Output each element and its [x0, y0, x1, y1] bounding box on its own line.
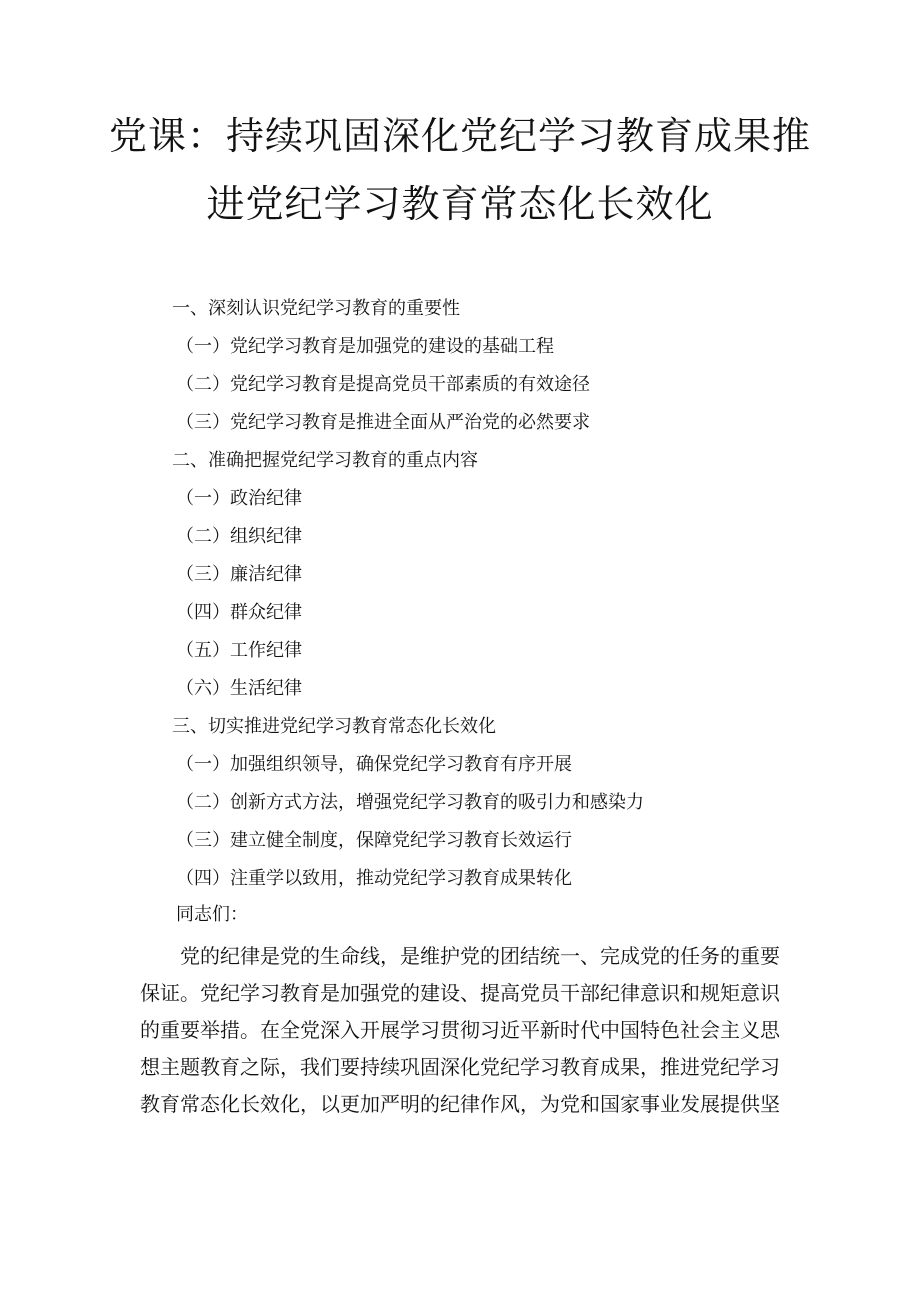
outline-subitem: （一）加强组织领导，确保党纪学习教育有序开展 — [176, 754, 572, 775]
outline-heading: 三、切实推进党纪学习教育常态化长效化 — [172, 716, 496, 737]
document-title-line-1: 党课：持续巩固深化党纪学习教育成果推 — [108, 114, 811, 158]
body-paragraph — [140, 938, 780, 1123]
document-title-line-2: 进党纪学习教育常态化长效化 — [206, 182, 714, 226]
outline-subitem: （五）工作纪律 — [176, 640, 302, 661]
paragraph-line: 保证。党纪学习教育是加强党的建设、提高党员干部纪律意识和规矩意识 — [140, 981, 780, 1005]
outline-subitem: （三）廉洁纪律 — [176, 564, 302, 585]
outline-subitem: （三）党纪学习教育是推进全面从严治党的必然要求 — [176, 412, 590, 433]
outline-subitem: （二）创新方式方法，增强党纪学习教育的吸引力和感染力 — [176, 792, 644, 813]
outline-list — [172, 290, 644, 898]
outline-subitem: （二）组织纪律 — [176, 526, 302, 547]
outline-subitem: （四）群众纪律 — [176, 602, 302, 623]
greeting: 同志们： — [176, 904, 248, 925]
outline-subitem: （一）政治纪律 — [176, 488, 302, 509]
outline-heading: 一、深刻认识党纪学习教育的重要性 — [172, 298, 460, 319]
outline-subitem: （四）注重学以致用，推动党纪学习教育成果转化 — [176, 868, 572, 889]
outline-subitem: （二）党纪学习教育是提高党员干部素质的有效途径 — [176, 374, 590, 395]
paragraph-line: 想主题教育之际，我们要持续巩固深化党纪学习教育成果，推进党纪学习 — [140, 1055, 780, 1079]
paragraph-line: 党的纪律是党的生命线，是维护党的团结统一、完成党的任务的重要 — [180, 944, 780, 968]
outline-heading: 二、准确把握党纪学习教育的重点内容 — [172, 450, 478, 471]
outline-subitem: （六）生活纪律 — [176, 678, 302, 699]
paragraph-line: 的重要举措。在全党深入开展学习贯彻习近平新时代中国特色社会主义思 — [140, 1018, 780, 1042]
outline-subitem: （一）党纪学习教育是加强党的建设的基础工程 — [176, 336, 554, 357]
paragraph-line: 教育常态化长效化，以更加严明的纪律作风，为党和国家事业发展提供坚 — [140, 1092, 780, 1116]
outline-subitem: （三）建立健全制度，保障党纪学习教育长效运行 — [176, 830, 572, 851]
